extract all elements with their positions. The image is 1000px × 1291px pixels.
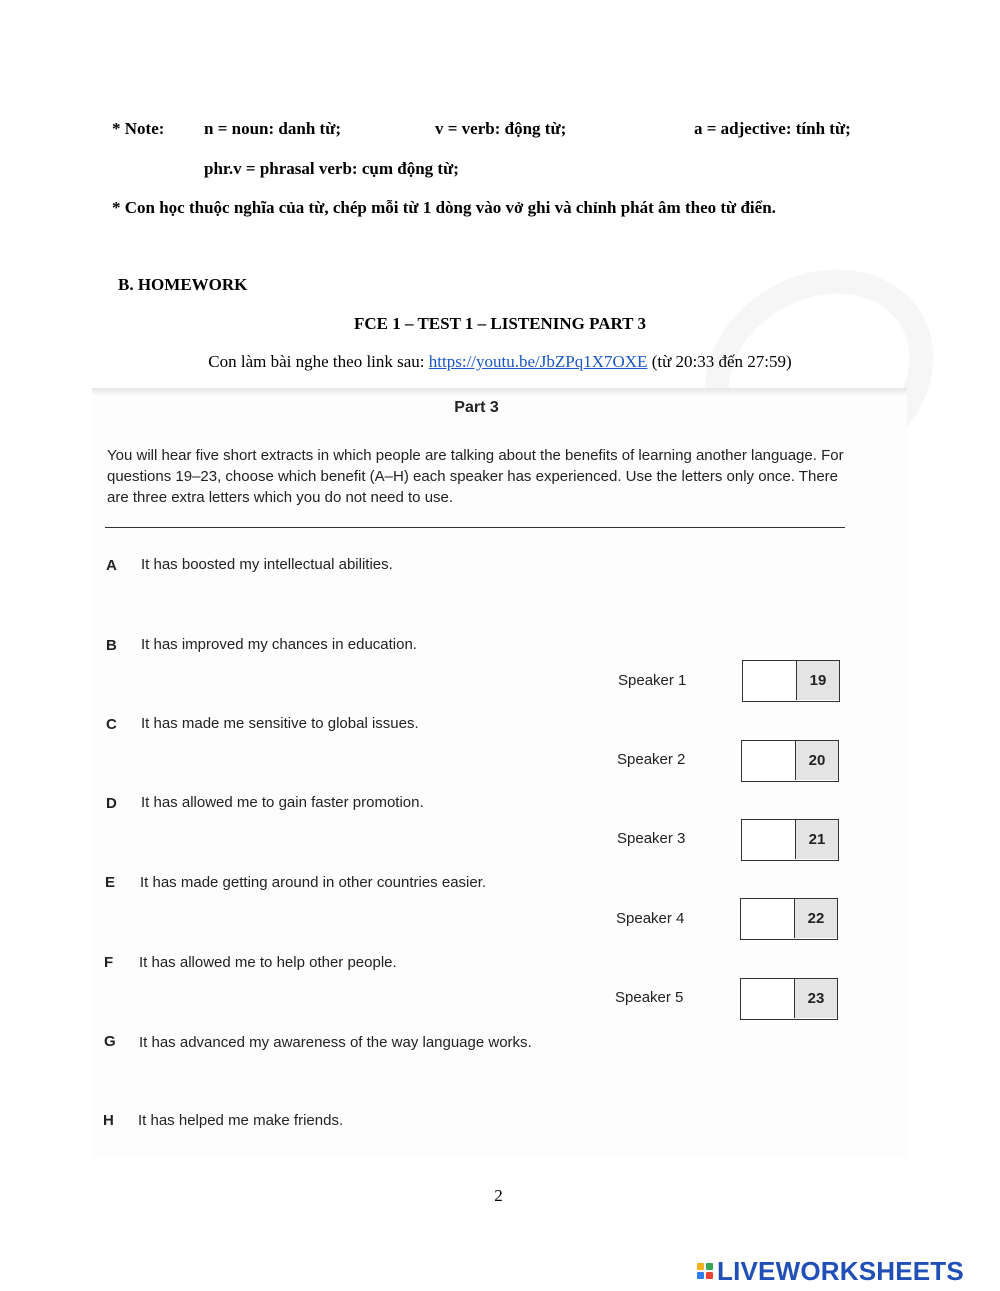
scan-edge bbox=[92, 388, 907, 396]
test-title: FCE 1 – TEST 1 – LISTENING PART 3 bbox=[354, 314, 646, 333]
question-number: 21 bbox=[795, 820, 838, 859]
option-text: It has made me sensitive to global issues. bbox=[141, 715, 419, 732]
answer-input-23[interactable] bbox=[741, 979, 800, 1020]
note-noun: n = noun: danh từ; bbox=[204, 119, 342, 138]
option-text: It has allowed me to help other people. bbox=[139, 954, 397, 971]
speaker-label: Speaker 3 bbox=[617, 830, 686, 847]
note-verb: v = verb: động từ; bbox=[435, 119, 567, 138]
question-number: 20 bbox=[795, 741, 838, 780]
speaker-label: Speaker 1 bbox=[618, 672, 687, 689]
option-text: It has allowed me to gain faster promotion. bbox=[141, 794, 424, 811]
option-letter: H bbox=[103, 1112, 114, 1129]
answer-input-20[interactable] bbox=[742, 741, 801, 782]
option-letter: B bbox=[106, 637, 117, 654]
option-letter: A bbox=[106, 557, 117, 574]
speaker-label: Speaker 2 bbox=[617, 751, 686, 768]
answer-input-21[interactable] bbox=[742, 820, 801, 861]
question-number: 23 bbox=[794, 979, 837, 1018]
brand-name: LIVEWORKSHEETS bbox=[717, 1255, 964, 1286]
answer-box-19 bbox=[742, 660, 840, 702]
link-suffix: (từ 20:33 đến 27:59) bbox=[647, 352, 792, 371]
liveworksheets-logo bbox=[697, 1256, 964, 1286]
note-phrasal-verb: phr.v = phrasal verb: cụm động từ; bbox=[204, 159, 459, 178]
note-label: * Note: bbox=[112, 119, 165, 138]
logo-grid-icon bbox=[697, 1263, 713, 1279]
logo-square bbox=[706, 1263, 713, 1270]
homework-heading: B. HOMEWORK bbox=[118, 275, 248, 294]
option-letter: C bbox=[106, 716, 117, 733]
option-text: It has made getting around in other countries easier. bbox=[140, 874, 487, 891]
question-number: 22 bbox=[794, 899, 837, 938]
logo-square bbox=[697, 1263, 704, 1270]
option-letter: F bbox=[104, 954, 114, 971]
listening-link-line bbox=[0, 352, 1000, 372]
option-letter: G bbox=[104, 1033, 116, 1050]
page-number: 2 bbox=[494, 1186, 503, 1205]
speaker-label: Speaker 5 bbox=[615, 989, 684, 1006]
option-letter: E bbox=[105, 874, 116, 891]
note-instruction: * Con học thuộc nghĩa của từ, chép mỗi từ 1 dòng vào vở ghi và chỉnh phát âm theo từ điển. bbox=[112, 198, 776, 217]
option-letter: D bbox=[106, 795, 117, 812]
answer-box-21 bbox=[741, 819, 839, 861]
option-text: It has improved my chances in education. bbox=[141, 636, 417, 653]
answer-box-23 bbox=[740, 978, 838, 1020]
exercise-instructions: You will hear five short extracts in which people are talking about the benefits of learning another language. For questions 19–23, choose which benefit (A–H) each speaker has experienced. Use the letters only once. There are three extra letters which you do not need to use. bbox=[107, 447, 844, 506]
answer-box-20 bbox=[741, 740, 839, 782]
link-prefix: Con làm bài nghe theo link sau: bbox=[208, 352, 429, 371]
note-adjective: a = adjective: tính từ; bbox=[694, 119, 851, 138]
divider-line bbox=[105, 527, 845, 528]
option-text: It has boosted my intellectual abilities. bbox=[141, 556, 393, 573]
option-text: It has advanced my awareness of the way language works. bbox=[139, 1034, 532, 1051]
question-number: 19 bbox=[796, 661, 839, 700]
answer-box-22 bbox=[740, 898, 838, 940]
logo-square bbox=[697, 1272, 704, 1279]
part-title: Part 3 bbox=[454, 399, 499, 416]
answer-input-19[interactable] bbox=[743, 661, 802, 702]
youtube-link[interactable]: https://youtu.be/JbZPq1X7OXE bbox=[428, 352, 648, 371]
answer-input-22[interactable] bbox=[741, 899, 800, 940]
logo-square bbox=[706, 1272, 713, 1279]
speaker-label: Speaker 4 bbox=[616, 910, 685, 927]
option-text: It has helped me make friends. bbox=[138, 1112, 344, 1129]
